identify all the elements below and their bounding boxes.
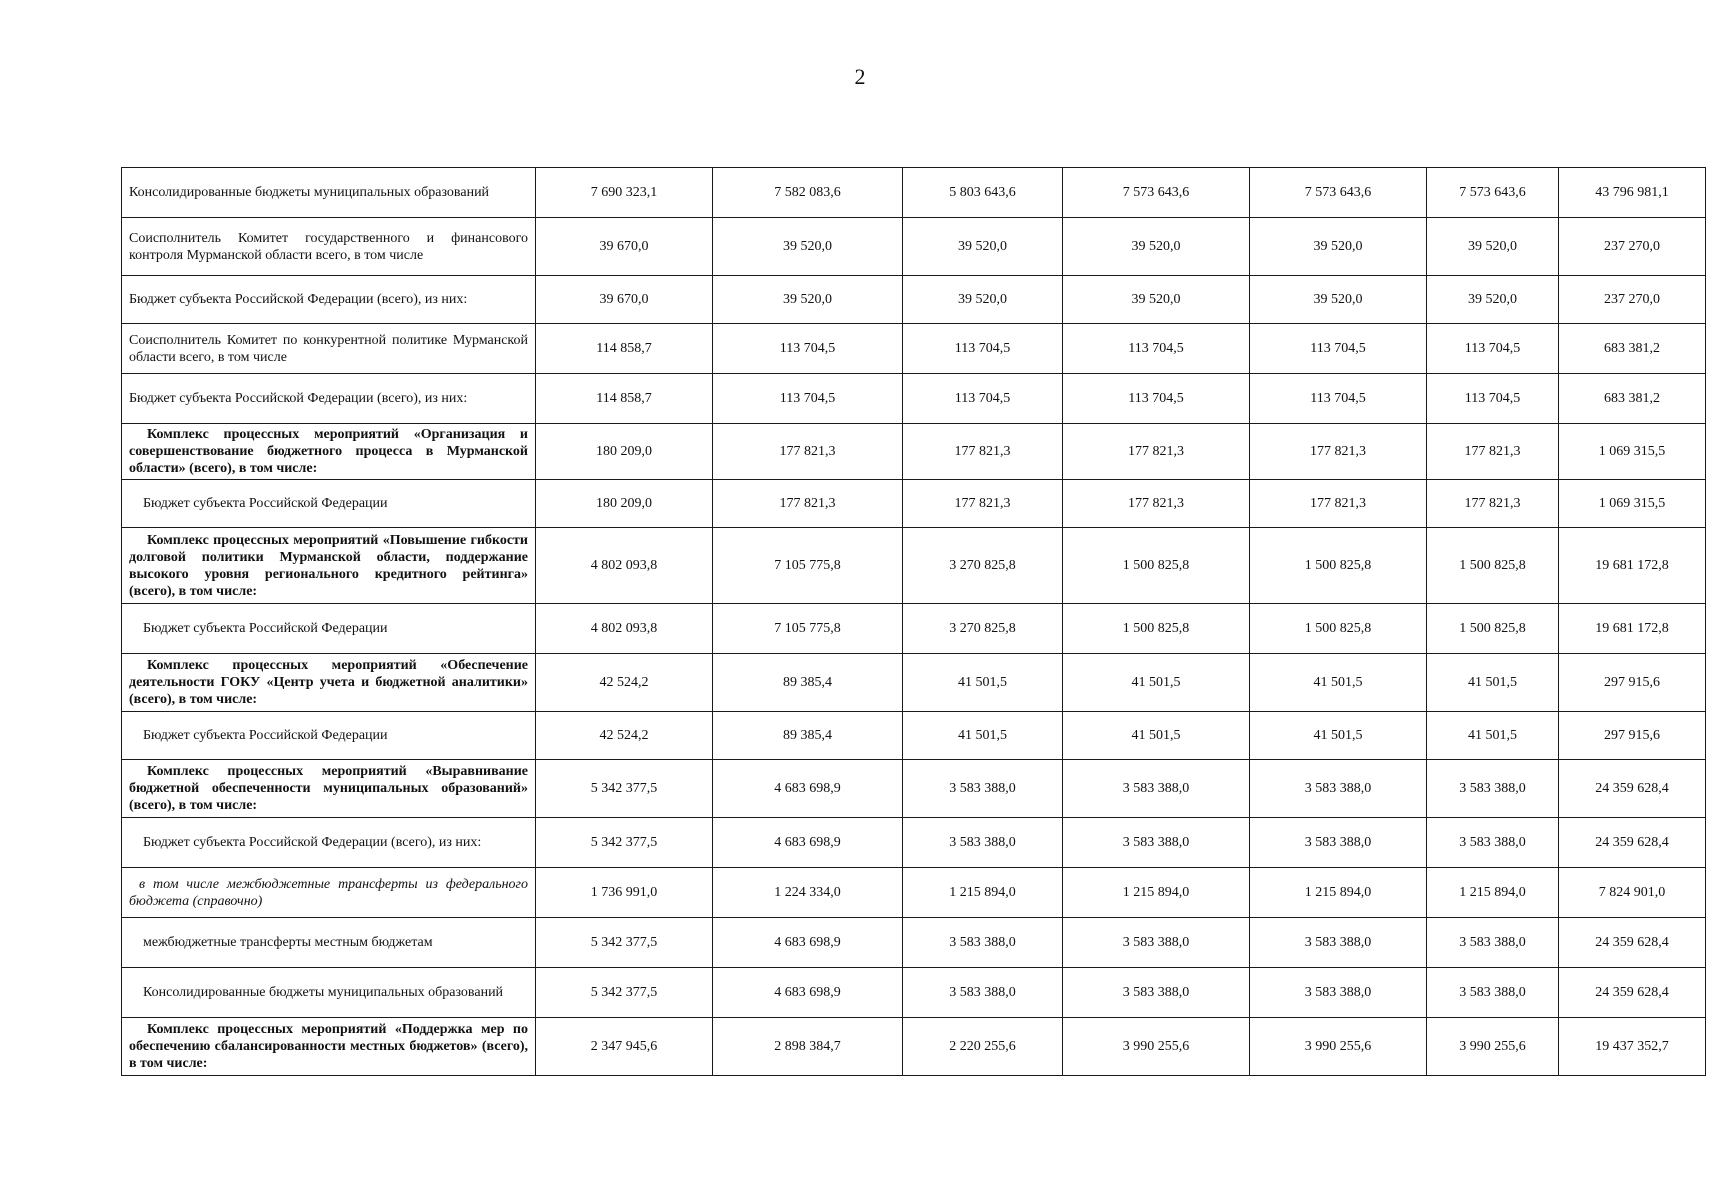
year-value-cell: 89 385,4 (713, 712, 903, 760)
year-value-cell: 1 500 825,8 (1250, 528, 1427, 604)
row-total-cell: 24 359 628,4 (1559, 968, 1706, 1018)
row-label: Бюджет субъекта Российской Федерации (122, 712, 536, 760)
year-value-cell: 42 524,2 (536, 712, 713, 760)
year-value-cell: 3 583 388,0 (1063, 818, 1250, 868)
year-value-cell: 3 990 255,6 (1063, 1018, 1250, 1076)
year-value-cell: 114 858,7 (536, 374, 713, 424)
table-row (122, 218, 1706, 276)
page-number: 2 (854, 64, 866, 89)
year-value-cell: 177 821,3 (1063, 480, 1250, 528)
table-row (122, 918, 1706, 968)
row-total-cell: 19 437 352,7 (1559, 1018, 1706, 1076)
table-row (122, 374, 1706, 424)
row-total-cell: 24 359 628,4 (1559, 760, 1706, 818)
year-value-cell: 177 821,3 (1427, 424, 1559, 480)
year-value-cell: 39 520,0 (1063, 276, 1250, 324)
year-value-cell: 1 500 825,8 (1427, 604, 1559, 654)
row-total-cell: 683 381,2 (1559, 374, 1706, 424)
year-value-cell: 3 583 388,0 (1250, 818, 1427, 868)
row-total-cell: 297 915,6 (1559, 712, 1706, 760)
year-value-cell: 177 821,3 (713, 480, 903, 528)
table-row (122, 424, 1706, 480)
table-row (122, 1018, 1706, 1076)
year-value-cell: 3 583 388,0 (903, 968, 1063, 1018)
row-label: Бюджет субъекта Российской Федерации (всего), из них: (122, 276, 536, 324)
year-value-cell: 1 224 334,0 (713, 868, 903, 918)
year-value-cell: 3 583 388,0 (1063, 968, 1250, 1018)
year-value-cell: 180 209,0 (536, 480, 713, 528)
year-value-cell: 2 220 255,6 (903, 1018, 1063, 1076)
year-value-cell: 41 501,5 (1250, 712, 1427, 760)
year-value-cell: 1 215 894,0 (1427, 868, 1559, 918)
table-row (122, 654, 1706, 712)
row-total-cell: 43 796 981,1 (1559, 168, 1706, 218)
table-row (122, 324, 1706, 374)
budget-table-body (122, 168, 1706, 1076)
year-value-cell: 4 802 093,8 (536, 604, 713, 654)
row-label: Комплекс процессных мероприятий «Организация и совершенствование бюджетного процесса в Мурманской области» (всего), в том числе: (122, 424, 536, 480)
year-value-cell: 113 704,5 (1427, 374, 1559, 424)
year-value-cell: 7 573 643,6 (1250, 168, 1427, 218)
year-value-cell: 7 573 643,6 (1063, 168, 1250, 218)
table-row (122, 968, 1706, 1018)
year-value-cell: 1 500 825,8 (1427, 528, 1559, 604)
row-label: Комплекс процессных мероприятий «Обеспечение деятельности ГОКУ «Центр учета и бюджетной аналитики» (всего), в том числе: (122, 654, 536, 712)
year-value-cell: 5 342 377,5 (536, 918, 713, 968)
year-value-cell: 3 270 825,8 (903, 528, 1063, 604)
row-total-cell: 7 824 901,0 (1559, 868, 1706, 918)
year-value-cell: 1 215 894,0 (1250, 868, 1427, 918)
year-value-cell: 5 803 643,6 (903, 168, 1063, 218)
year-value-cell: 39 520,0 (1063, 218, 1250, 276)
row-label: Бюджет субъекта Российской Федерации (122, 480, 536, 528)
year-value-cell: 41 501,5 (1427, 654, 1559, 712)
year-value-cell: 41 501,5 (903, 712, 1063, 760)
table-row (122, 604, 1706, 654)
year-value-cell: 3 583 388,0 (1250, 968, 1427, 1018)
table-row (122, 712, 1706, 760)
row-label: Комплекс процессных мероприятий «Повышение гибкости долговой политики Мурманской области, поддержание высокого уровня регионального кредитного рейтинга» (всего), в том числе: (122, 528, 536, 604)
year-value-cell: 5 342 377,5 (536, 760, 713, 818)
year-value-cell: 3 583 388,0 (1427, 968, 1559, 1018)
table-row (122, 480, 1706, 528)
year-value-cell: 39 520,0 (903, 218, 1063, 276)
row-label: Комплекс процессных мероприятий «Поддержка мер по обеспечению сбалансированности местных бюджетов» (всего), в том числе: (122, 1018, 536, 1076)
year-value-cell: 113 704,5 (1427, 324, 1559, 374)
year-value-cell: 177 821,3 (1250, 424, 1427, 480)
year-value-cell: 113 704,5 (903, 374, 1063, 424)
year-value-cell: 3 583 388,0 (903, 918, 1063, 968)
year-value-cell: 3 583 388,0 (1250, 760, 1427, 818)
year-value-cell: 1 736 991,0 (536, 868, 713, 918)
row-total-cell: 24 359 628,4 (1559, 818, 1706, 868)
year-value-cell: 39 520,0 (1427, 276, 1559, 324)
year-value-cell: 3 990 255,6 (1427, 1018, 1559, 1076)
year-value-cell: 39 520,0 (713, 218, 903, 276)
budget-table (121, 167, 1706, 1076)
year-value-cell: 7 573 643,6 (1427, 168, 1559, 218)
row-label: Соисполнитель Комитет государственного и финансового контроля Мурманской области всего, в том числе (122, 218, 536, 276)
year-value-cell: 41 501,5 (1427, 712, 1559, 760)
year-value-cell: 1 500 825,8 (1063, 528, 1250, 604)
year-value-cell: 41 501,5 (1063, 654, 1250, 712)
year-value-cell: 113 704,5 (713, 374, 903, 424)
year-value-cell: 3 583 388,0 (1063, 918, 1250, 968)
year-value-cell: 3 583 388,0 (903, 818, 1063, 868)
year-value-cell: 180 209,0 (536, 424, 713, 480)
table-row (122, 818, 1706, 868)
table-row (122, 760, 1706, 818)
year-value-cell: 3 990 255,6 (1250, 1018, 1427, 1076)
year-value-cell: 177 821,3 (903, 424, 1063, 480)
table-row (122, 168, 1706, 218)
year-value-cell: 2 347 945,6 (536, 1018, 713, 1076)
year-value-cell: 113 704,5 (713, 324, 903, 374)
year-value-cell: 177 821,3 (903, 480, 1063, 528)
year-value-cell: 41 501,5 (1063, 712, 1250, 760)
row-total-cell: 237 270,0 (1559, 218, 1706, 276)
year-value-cell: 5 342 377,5 (536, 818, 713, 868)
row-total-cell: 1 069 315,5 (1559, 424, 1706, 480)
row-total-cell: 19 681 172,8 (1559, 604, 1706, 654)
year-value-cell: 3 583 388,0 (1063, 760, 1250, 818)
year-value-cell: 89 385,4 (713, 654, 903, 712)
year-value-cell: 113 704,5 (1063, 374, 1250, 424)
year-value-cell: 7 582 083,6 (713, 168, 903, 218)
year-value-cell: 39 520,0 (1427, 218, 1559, 276)
year-value-cell: 2 898 384,7 (713, 1018, 903, 1076)
table-row (122, 868, 1706, 918)
year-value-cell: 4 802 093,8 (536, 528, 713, 604)
year-value-cell: 1 500 825,8 (1250, 604, 1427, 654)
row-total-cell: 1 069 315,5 (1559, 480, 1706, 528)
year-value-cell: 4 683 698,9 (713, 760, 903, 818)
year-value-cell: 41 501,5 (1250, 654, 1427, 712)
row-label: межбюджетные трансферты местным бюджетам (122, 918, 536, 968)
row-total-cell: 237 270,0 (1559, 276, 1706, 324)
year-value-cell: 177 821,3 (1063, 424, 1250, 480)
row-label: в том числе межбюджетные трансферты из федерального бюджета (справочно) (122, 868, 536, 918)
year-value-cell: 3 583 388,0 (1427, 760, 1559, 818)
year-value-cell: 114 858,7 (536, 324, 713, 374)
year-value-cell: 4 683 698,9 (713, 968, 903, 1018)
row-label: Консолидированные бюджеты муниципальных образований (122, 968, 536, 1018)
year-value-cell: 7 105 775,8 (713, 604, 903, 654)
row-label: Бюджет субъекта Российской Федерации (122, 604, 536, 654)
year-value-cell: 39 670,0 (536, 218, 713, 276)
year-value-cell: 177 821,3 (1250, 480, 1427, 528)
year-value-cell: 113 704,5 (903, 324, 1063, 374)
year-value-cell: 3 270 825,8 (903, 604, 1063, 654)
year-value-cell: 3 583 388,0 (1250, 918, 1427, 968)
year-value-cell: 39 520,0 (713, 276, 903, 324)
year-value-cell: 39 520,0 (1250, 276, 1427, 324)
row-total-cell: 19 681 172,8 (1559, 528, 1706, 604)
year-value-cell: 39 520,0 (903, 276, 1063, 324)
year-value-cell: 7 105 775,8 (713, 528, 903, 604)
year-value-cell: 42 524,2 (536, 654, 713, 712)
table-row (122, 276, 1706, 324)
year-value-cell: 3 583 388,0 (1427, 818, 1559, 868)
year-value-cell: 4 683 698,9 (713, 818, 903, 868)
year-value-cell: 39 670,0 (536, 276, 713, 324)
year-value-cell: 1 215 894,0 (1063, 868, 1250, 918)
year-value-cell: 41 501,5 (903, 654, 1063, 712)
row-label: Комплекс процессных мероприятий «Выравнивание бюджетной обеспеченности муниципальных образований» (всего), в том числе: (122, 760, 536, 818)
year-value-cell: 177 821,3 (713, 424, 903, 480)
row-label: Соисполнитель Комитет по конкурентной политике Мурманской области всего, в том числе (122, 324, 536, 374)
year-value-cell: 3 583 388,0 (1427, 918, 1559, 968)
row-label: Бюджет субъекта Российской Федерации (всего), из них: (122, 374, 536, 424)
year-value-cell: 113 704,5 (1250, 324, 1427, 374)
year-value-cell: 5 342 377,5 (536, 968, 713, 1018)
year-value-cell: 113 704,5 (1063, 324, 1250, 374)
year-value-cell: 1 215 894,0 (903, 868, 1063, 918)
year-value-cell: 113 704,5 (1250, 374, 1427, 424)
row-total-cell: 24 359 628,4 (1559, 918, 1706, 968)
table-row (122, 528, 1706, 604)
year-value-cell: 39 520,0 (1250, 218, 1427, 276)
row-label: Консолидированные бюджеты муниципальных образований (122, 168, 536, 218)
year-value-cell: 4 683 698,9 (713, 918, 903, 968)
year-value-cell: 177 821,3 (1427, 480, 1559, 528)
year-value-cell: 3 583 388,0 (903, 760, 1063, 818)
year-value-cell: 1 500 825,8 (1063, 604, 1250, 654)
row-label: Бюджет субъекта Российской Федерации (всего), из них: (122, 818, 536, 868)
row-total-cell: 683 381,2 (1559, 324, 1706, 374)
year-value-cell: 7 690 323,1 (536, 168, 713, 218)
row-total-cell: 297 915,6 (1559, 654, 1706, 712)
